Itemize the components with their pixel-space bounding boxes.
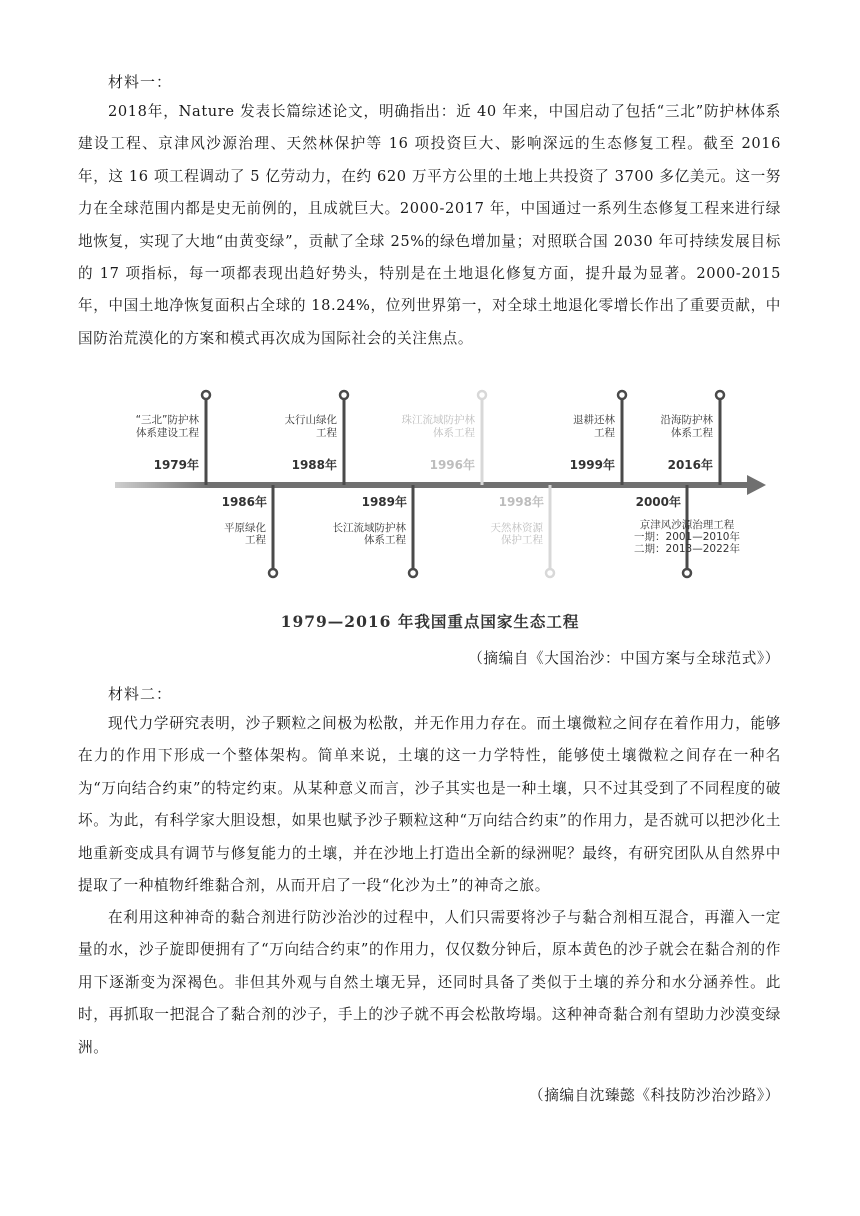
timeline-event — [661, 391, 725, 485]
timeline-label: 长江流域防护林 — [332, 522, 406, 534]
timeline-node — [716, 391, 724, 399]
timeline-year: 1979年 — [153, 458, 199, 472]
timeline-label: 体系工程 — [671, 427, 713, 439]
material-one-source: （摘编自《大国治沙：中国方案与全球范式》） — [468, 650, 780, 667]
timeline-node — [683, 569, 691, 577]
timeline-event — [333, 485, 418, 577]
timeline-event — [285, 391, 349, 485]
timeline-label: “三北”防护林 — [135, 414, 199, 426]
timeline-node — [269, 569, 277, 577]
timeline-label: 珠江流域防护林 — [401, 414, 475, 426]
timeline-node — [340, 391, 348, 399]
timeline-label: 太行山绿化 — [284, 414, 337, 426]
timeline-node — [618, 391, 626, 399]
timeline-year: 1998年 — [498, 495, 544, 509]
timeline-event — [136, 391, 210, 485]
timeline-label: 工程 — [316, 427, 337, 439]
timeline-node — [478, 391, 486, 399]
material-two-source: （摘编自沈臻懿《科技防沙治沙路》） — [529, 1087, 780, 1104]
timeline-event — [491, 485, 555, 577]
timeline-arrow-icon — [747, 475, 766, 495]
timeline-year: 1986年 — [221, 495, 267, 509]
timeline-label: 天然林资源 — [490, 522, 543, 534]
timeline-year: 2016年 — [667, 458, 713, 472]
timeline-label: 工程 — [245, 534, 266, 546]
timeline-label: 体系工程 — [433, 427, 475, 439]
timeline-label: 退耕还林 — [573, 414, 615, 426]
material-two-paragraph-1: 现代力学研究表明，沙子颗粒之间极为松散，并无作用力存在。而土壤微粒之间存在着作用力，能够在力的作用下形成一个整体架构。简单来说，土壤的这一力学特性，能够使土壤微粒之间存在一种名为“万向结合约束”的特定约束。从某种意义而言，沙子其实也是一种土壤，只不过其受到了不同程度的破坏。为此，有科学家大胆设想，如果也赋予沙子颗粒这种“万向结合约束”的作用力，是否就可以把沙化土地重新变成具有调节与修复能力的土壤，并在沙地上打造出全新的绿洲呢？最终，有研究团队从自然界中提取了一种植物纤维黏合剂，从而开启了一段“化沙为土”的神奇之旅。 — [78, 715, 781, 895]
timeline-year: 1989年 — [361, 495, 407, 509]
timeline-year: 2000年 — [635, 495, 681, 509]
timeline-node — [202, 391, 210, 399]
timeline-label: 沿海防护林 — [660, 414, 713, 426]
timeline-year: 1988年 — [291, 458, 337, 472]
timeline-label: 二期：2013—2022年 — [634, 543, 740, 555]
material-two-paragraph-2: 在利用这种神奇的黏合剂进行防沙治沙的过程中，人们只需要将沙子与黏合剂相互混合，再灌入一定量的水，沙子旋即便拥有了“万向结合约束”的作用力，仅仅数分钟后，原本黄色的沙子就会在黏合剂的作用下逐渐变为深褐色。非但其外观与自然土壤无异，还同时具备了类似于土壤的养分和水分涵养性。此时，再抓取一把混合了黏合剂的沙子，手上的沙子就不再会松散垮塌。这种神奇黏合剂有望助力沙漠变绿洲。 — [78, 909, 781, 1056]
timeline-label: 工程 — [594, 427, 615, 439]
timeline-figure — [100, 378, 780, 588]
material-two-heading: 材料二： — [108, 685, 173, 703]
figure-caption: 1979—2016 年我国重点国家生态工程 — [280, 612, 580, 631]
material-one-paragraph: 2018年，Nature 发表长篇综述论文，明确指出：近 40 年来，中国启动了包括“三北”防护林体系建设工程、京津风沙源治理、天然林保护等 16 项投资巨大、影响深远的生态修复工程。截至 2016 年，这 16 项工程调动了 5 亿劳动力，在约 620 万平方公里的土地上共投资了 3700 多亿美元。这一努力在全球范围内都是史无前例的，且成就巨大。2000-2017 年，中国通过一系列生态修复工程来进行绿地恢复，实现了大地“由黄变绿”，贡献了全球 25%的绿色增加量；对照联合国 2030 年可持续发展目标的 17 项指标，每一项都表现出趋好势头，特别是在土地退化修复方面，提升最为显著。2000-2015 年，中国土地净恢复面积占全球的 18.24%，位列世界第一，对全球土地退化零增长作出了重要贡献，中国防治荒漠化的方案和模式再次成为国际社会的关注焦点。 — [78, 103, 781, 347]
timeline-year: 1999年 — [569, 458, 615, 472]
timeline-event — [570, 391, 626, 485]
timeline-label: 体系建设工程 — [136, 427, 199, 439]
timeline-label: 一期：2001—2010年 — [634, 531, 740, 543]
timeline-event — [402, 391, 487, 485]
timeline-year: 1996年 — [429, 458, 475, 472]
timeline-node — [409, 569, 417, 577]
timeline-axis — [115, 482, 747, 488]
material-one-heading: 材料一： — [108, 73, 173, 91]
timeline-node — [546, 569, 554, 577]
timeline-label: 体系工程 — [364, 534, 406, 546]
timeline-label: 平原绿化 — [224, 522, 266, 534]
timeline-event — [222, 485, 277, 577]
timeline-label: 保护工程 — [501, 534, 543, 546]
timeline-event — [634, 485, 740, 577]
timeline-label: 京津风沙源治理工程 — [639, 519, 735, 531]
